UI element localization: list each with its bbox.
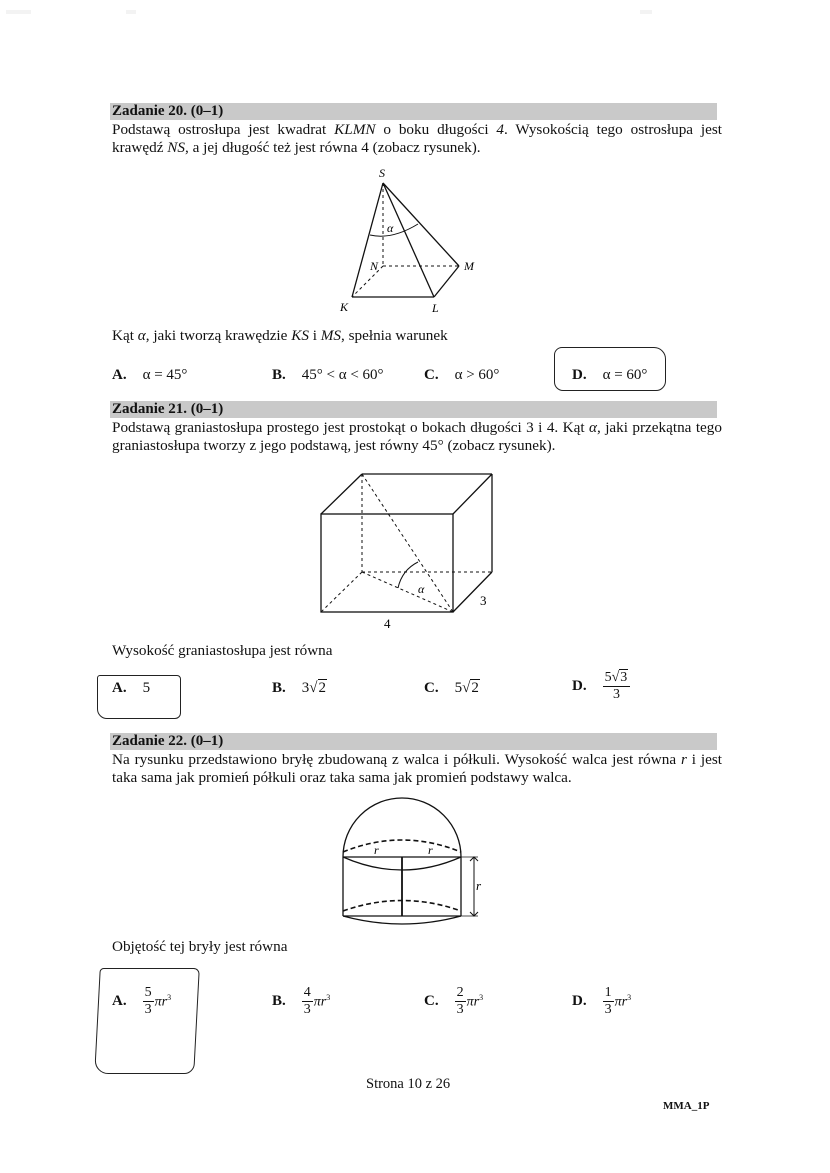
base-diagonal	[362, 572, 453, 612]
option-label: B.	[272, 680, 286, 696]
text-part: i	[308, 327, 321, 344]
label-r: r	[374, 843, 379, 857]
option-a[interactable]	[112, 367, 187, 384]
hemisphere-outline	[343, 798, 461, 857]
exponent: 3	[479, 992, 484, 1002]
task-title: Zadanie 21. (0–1)	[112, 401, 224, 417]
task-text	[112, 751, 722, 787]
edge	[453, 474, 492, 514]
suffix: πr	[466, 994, 480, 1010]
label-M: M	[464, 259, 474, 273]
option-b[interactable]	[272, 680, 327, 697]
text-italic: α	[588, 419, 597, 436]
option-label: D.	[572, 678, 587, 694]
option-d[interactable]	[572, 985, 631, 1018]
option-a[interactable]	[112, 680, 150, 697]
edge-SM	[383, 183, 459, 266]
option-c[interactable]	[424, 985, 483, 1018]
text-part: Podstawą ostrosłupa jest kwadrat	[112, 121, 335, 138]
text-part: , spełnia warunek	[341, 327, 448, 344]
hand-drawn-answer-box	[94, 968, 200, 1074]
label-r: r	[428, 843, 433, 857]
option-value: α > 60°	[454, 367, 500, 383]
label-L: L	[432, 301, 439, 315]
numerator: 1	[604, 985, 612, 1000]
label-alpha: α	[387, 221, 394, 235]
edge-SK	[352, 183, 383, 297]
text-italic: KS	[291, 327, 309, 344]
suffix: πr	[313, 994, 327, 1010]
label-alpha: α	[418, 582, 425, 596]
option-value: α = 60°	[602, 367, 648, 383]
text-part: , a jej długość też jest równa 4 (zobacz rysunek).	[184, 139, 481, 156]
radicand: 3	[620, 670, 628, 685]
space-diagonal	[362, 474, 453, 612]
label-r: r	[476, 878, 482, 893]
text-part: Kąt	[112, 327, 138, 344]
radicand: 2	[318, 680, 326, 696]
numerator: 5	[144, 985, 152, 1000]
text-italic: α	[137, 327, 146, 344]
numerator: 2	[456, 985, 464, 1000]
text-part: o boku długości	[375, 121, 497, 138]
radicand: 2	[471, 680, 479, 696]
denominator: 3	[456, 1002, 464, 1017]
prism-figure	[300, 460, 520, 635]
option-label: B.	[272, 367, 286, 383]
text-italic: 4	[496, 121, 505, 138]
angle-arc	[398, 562, 418, 588]
option-label: A.	[112, 993, 127, 1009]
numerator	[603, 670, 631, 686]
task-text	[112, 121, 722, 157]
front-face	[321, 514, 453, 612]
coefficient: 3	[301, 680, 310, 696]
option-label: B.	[272, 993, 286, 1009]
scan-artifact	[640, 10, 652, 14]
option-a[interactable]	[112, 985, 171, 1018]
text-part: i jest taka sama jak promień półkuli oraz taka sama jak promień podstawy walca.	[112, 751, 722, 786]
option-label: A.	[112, 680, 127, 696]
numerator: 4	[303, 985, 311, 1000]
option-d[interactable]	[572, 670, 630, 703]
text-part: , jaki przekątna tego graniastosłupa tworzy z jego podstawą, jest równy 45° (zobacz rysunek).	[112, 419, 722, 454]
option-c[interactable]	[424, 680, 480, 697]
task-title: Zadanie 22. (0–1)	[112, 733, 224, 749]
option-value: α = 45°	[142, 367, 188, 383]
denominator: 3	[604, 1002, 612, 1017]
label-N: N	[370, 259, 379, 273]
text-italic: MS	[320, 327, 342, 344]
fraction	[302, 985, 313, 1018]
text-part: , jaki tworzą krawędzie	[145, 327, 292, 344]
pyramid-figure	[330, 160, 500, 320]
label-depth: 3	[480, 593, 487, 608]
task-question: Objętość tej bryły jest równa	[112, 938, 288, 955]
text-part: . Wysokością tego ostrosłupa jest krawędź	[112, 121, 723, 156]
cylinder-hemisphere-figure	[320, 790, 500, 925]
exponent: 3	[326, 992, 331, 1002]
fraction	[143, 985, 154, 1018]
pi-r-cubed	[314, 993, 330, 1011]
option-label: D.	[572, 367, 587, 383]
angle-arc	[370, 224, 418, 236]
exponent: 3	[627, 992, 632, 1002]
suffix: πr	[614, 994, 628, 1010]
scan-artifact	[126, 10, 136, 14]
option-b[interactable]	[272, 985, 330, 1018]
edge-LM	[434, 266, 459, 297]
task-question	[112, 327, 448, 345]
option-value: 45° < α < 60°	[301, 367, 384, 383]
text-italic: r	[680, 751, 687, 768]
option-label: A.	[112, 367, 127, 383]
sqrt: √2	[462, 680, 479, 696]
pi-r-cubed	[155, 993, 171, 1011]
option-d[interactable]	[572, 367, 647, 384]
edge-SL	[383, 183, 434, 297]
task-title: Zadanie 20. (0–1)	[112, 103, 224, 119]
coefficient: 5	[454, 680, 463, 696]
exponent: 3	[167, 992, 172, 1002]
page-number: Strona 10 z 26	[366, 1076, 451, 1092]
option-label: D.	[572, 993, 587, 1009]
hidden-edge	[321, 572, 362, 612]
text-italic: NS	[167, 139, 185, 156]
option-b[interactable]	[272, 367, 384, 384]
edge	[321, 474, 362, 514]
denominator: 3	[303, 1002, 311, 1017]
sqrt: √3	[611, 670, 628, 685]
text-part: Na rysunku przedstawiono bryłę zbudowaną z walca i półkuli. Wysokość walca jest równa	[112, 751, 681, 768]
fraction	[603, 670, 631, 703]
scan-artifact	[6, 10, 31, 14]
pi-r-cubed	[615, 993, 631, 1011]
fraction	[455, 985, 466, 1018]
fraction	[603, 985, 614, 1018]
bottom-ellipse-front	[343, 916, 461, 924]
label-width: 4	[384, 616, 391, 631]
coefficient: 5	[604, 670, 612, 685]
option-c[interactable]	[424, 367, 499, 384]
task-text	[112, 419, 722, 455]
option-label: C.	[424, 367, 439, 383]
option-value: 5	[142, 680, 151, 696]
option-label: C.	[424, 993, 439, 1009]
top-ellipse-back	[343, 840, 461, 852]
label-K: K	[340, 300, 349, 314]
label-S: S	[379, 166, 385, 180]
text-part: Podstawą graniastosłupa prostego jest prostokąt o bokach długości 3 i 4. Kąt	[112, 419, 589, 436]
denominator: 3	[144, 1002, 152, 1017]
denominator: 3	[612, 687, 620, 702]
option-label: C.	[424, 680, 439, 696]
text-italic: KLMN	[334, 121, 376, 138]
task-question: Wysokość graniastosłupa jest równa	[112, 642, 333, 659]
exam-code: MMA_1P	[663, 1100, 710, 1112]
pi-r-cubed	[467, 993, 483, 1011]
sqrt: √2	[309, 680, 326, 696]
suffix: πr	[154, 994, 168, 1010]
